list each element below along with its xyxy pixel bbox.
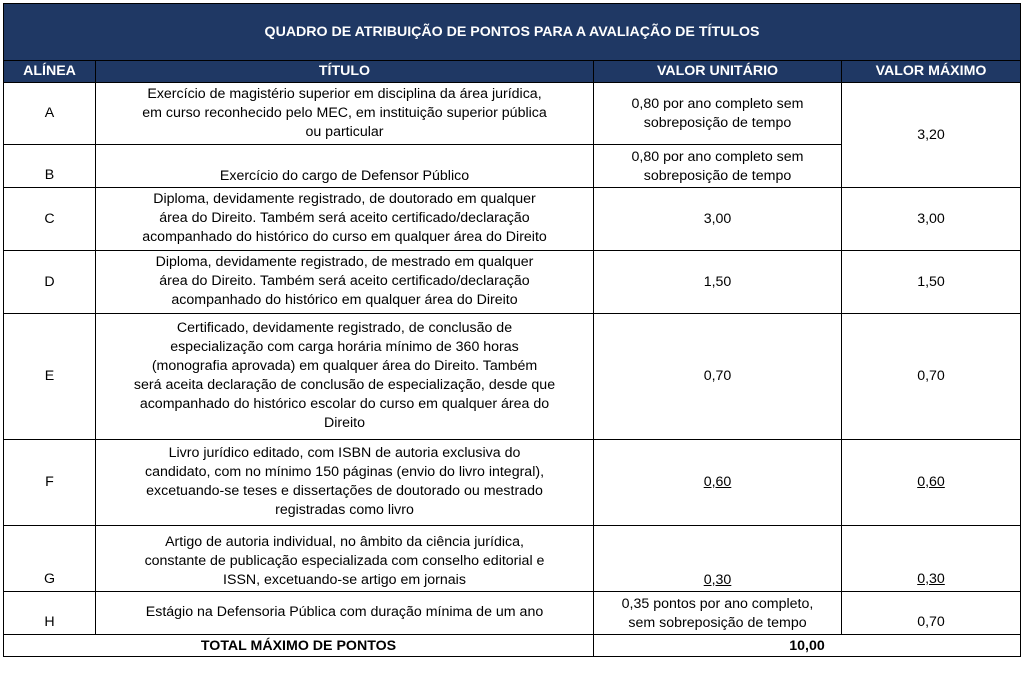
valor-unitario-cell — [594, 188, 842, 251]
unit-line: 0,60 — [703, 474, 732, 490]
valor-unitario-cell — [594, 440, 842, 526]
points-table-wrapper — [3, 3, 1020, 657]
titulo-cell — [96, 592, 594, 635]
total-value: 10,00 — [594, 635, 1021, 657]
valor-maximo-cell: 0,70 — [842, 314, 1021, 440]
alinea-cell: G — [4, 526, 96, 592]
titulo-line: área do Direito. Também será aceito certificado/declaração — [159, 273, 530, 289]
titulo-line: ISSN, excetuando-se artigo em jornais — [223, 572, 466, 588]
unit-line: 0,35 pontos por ano completo, — [621, 596, 814, 612]
header-alinea: ALÍNEA — [4, 61, 96, 83]
unit-line: 1,50 — [703, 273, 732, 290]
titulo-line: acompanhado do histórico do curso em qualquer área do Direito — [142, 229, 547, 245]
titulo-line: Diploma, devidamente registrado, de mestrado em qualquer — [155, 254, 534, 270]
titulo-line: candidato, com no mínimo 150 páginas (envio do livro integral), — [144, 464, 545, 480]
unit-line: sem sobreposição de tempo — [628, 615, 807, 631]
alinea-cell: B — [4, 145, 96, 188]
valor-maximo-cell: 0,70 — [842, 592, 1021, 635]
titulo-line: Estágio na Defensoria Pública com duração mínima de um ano — [145, 604, 544, 620]
table-row — [4, 440, 1021, 526]
unit-line: sobreposição de tempo — [643, 168, 792, 184]
titulo-line: Diploma, devidamente registrado, de doutorado em qualquer — [153, 191, 536, 207]
titulo-cell — [96, 251, 594, 314]
valor-unitario-cell — [594, 526, 842, 592]
alinea-cell: D — [4, 251, 96, 314]
valor-unitario-cell — [594, 145, 842, 188]
total-label: TOTAL MÁXIMO DE PONTOS — [4, 635, 594, 657]
alinea-cell: C — [4, 188, 96, 251]
alinea-cell: E — [4, 314, 96, 440]
titulo-line: em curso reconhecido pelo MEC, em instituição superior pública — [142, 104, 547, 121]
titulo-cell — [96, 188, 594, 251]
titulo-line: Certificado, devidamente registrado, de conclusão de — [176, 320, 513, 336]
header-valor-maximo: VALOR MÁXIMO — [842, 61, 1021, 83]
titulo-line: Livro jurídico editado, com ISBN de autoria exclusiva do — [168, 445, 521, 461]
valor-maximo-value: 0,30 — [917, 571, 945, 587]
valor-maximo-cell — [842, 526, 1021, 592]
header-titulo: TÍTULO — [96, 61, 594, 83]
titulo-line: registradas como livro — [275, 502, 414, 518]
titulo-line: especialização com carga horária mínimo de 360 horas — [170, 339, 519, 355]
table-row — [4, 526, 1021, 592]
unit-line: 0,30 — [703, 572, 732, 588]
titulo-line: constante de publicação especializada com conselho editorial e — [144, 553, 545, 569]
titulo-line: ou particular — [305, 123, 384, 140]
valor-unitario-cell — [594, 592, 842, 635]
total-row — [4, 635, 1021, 657]
valor-maximo-value: 0,60 — [917, 474, 945, 490]
valor-maximo-cell — [842, 440, 1021, 526]
titulo-cell — [96, 145, 594, 188]
unit-line: sobreposição de tempo — [643, 114, 792, 131]
valor-maximo-cell: 3,00 — [842, 188, 1021, 251]
alinea-cell: H — [4, 592, 96, 635]
titulo-cell — [96, 440, 594, 526]
titulo-line: será aceita declaração de conclusão de especialização, desde que — [133, 377, 556, 393]
table-header-row — [4, 61, 1021, 83]
valor-unitario-cell — [594, 251, 842, 314]
table-row — [4, 314, 1021, 440]
titulo-line: Artigo de autoria individual, no âmbito da ciência jurídica, — [165, 534, 524, 550]
table-row — [4, 83, 1021, 145]
titulo-line: área do Direito. Também será aceito certificado/declaração — [159, 210, 530, 226]
valor-unitario-cell — [594, 83, 842, 145]
unit-line: 0,80 por ano completo sem — [631, 95, 804, 112]
titulo-line: Direito — [324, 415, 365, 431]
titulo-cell — [96, 83, 594, 145]
titulo-line: excetuando-se teses e dissertações de doutorado ou mestrado — [146, 483, 543, 499]
unit-line: 3,00 — [703, 210, 732, 227]
alinea-cell: F — [4, 440, 96, 526]
valor-unitario-cell — [594, 314, 842, 440]
titulo-line: acompanhado do histórico escolar do curso em qualquer área do — [139, 396, 550, 412]
titulo-line: (monografia aprovada) em qualquer área do Direito. Também — [151, 358, 538, 374]
unit-line: 0,70 — [703, 368, 732, 384]
titulo-cell — [96, 526, 594, 592]
table-title: QUADRO DE ATRIBUIÇÃO DE PONTOS PARA A AVALIAÇÃO DE TÍTULOS — [4, 4, 1021, 61]
titulo-cell — [96, 314, 594, 440]
points-table — [3, 3, 1021, 657]
table-title-row — [4, 4, 1021, 61]
alinea-cell: A — [4, 83, 96, 145]
table-row — [4, 251, 1021, 314]
unit-line: 0,80 por ano completo sem — [631, 149, 804, 165]
table-row — [4, 592, 1021, 635]
table-row — [4, 188, 1021, 251]
titulo-line: acompanhado do histórico em qualquer área do Direito — [171, 292, 518, 308]
valor-maximo-cell: 1,50 — [842, 251, 1021, 314]
titulo-line: Exercício de magistério superior em disciplina da área jurídica, — [147, 85, 542, 102]
valor-maximo-cell: 3,20 — [842, 83, 1021, 188]
titulo-line: Exercício do cargo de Defensor Público — [219, 168, 470, 184]
header-valor-unitario: VALOR UNITÁRIO — [594, 61, 842, 83]
